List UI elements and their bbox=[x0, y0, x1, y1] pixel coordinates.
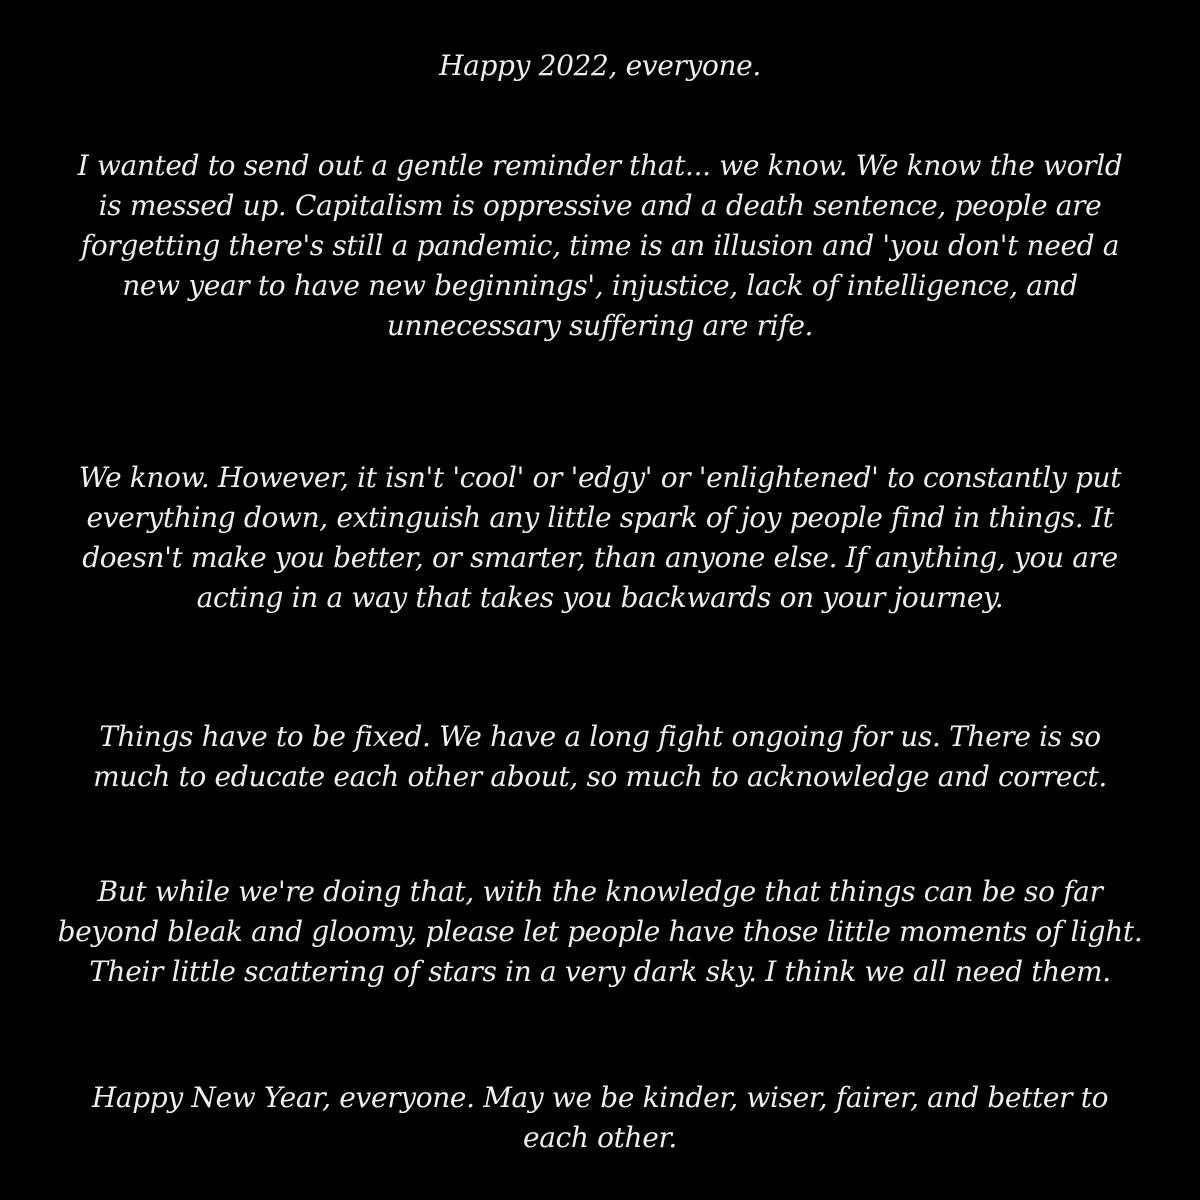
text-line: forgetting there's still a pandemic, time is an illusion and 'you don't need a bbox=[80, 229, 1120, 262]
little-moments-paragraph bbox=[0, 872, 1200, 992]
text-line: each other. bbox=[523, 1121, 677, 1154]
text-line: much to educate each other about, so much to acknowledge and correct. bbox=[93, 760, 1107, 793]
text-line: unnecessary suffering are rife. bbox=[386, 309, 814, 342]
text-line: Happy New Year, everyone. May we be kinder, wiser, fairer, and better to bbox=[91, 1081, 1109, 1114]
text-line: beyond bleak and gloomy, please let people have those little moments of light. bbox=[57, 915, 1143, 948]
reminder-paragraph bbox=[0, 146, 1200, 346]
text-line: I wanted to send out a gentle reminder that... we know. We know the world bbox=[77, 149, 1123, 182]
text-line: Things have to be fixed. We have a long fight ongoing for us. There is so bbox=[99, 720, 1101, 753]
closing-paragraph bbox=[0, 1078, 1200, 1158]
we-know-paragraph bbox=[0, 458, 1200, 618]
text-line: new year to have new beginnings', injustice, lack of intelligence, and bbox=[122, 269, 1078, 302]
text-line: Happy 2022, everyone. bbox=[439, 49, 761, 82]
things-fixed-paragraph bbox=[0, 717, 1200, 797]
text-line: doesn't make you better, or smarter, than anyone else. If anything, you are bbox=[82, 541, 1118, 574]
text-line: everything down, extinguish any little spark of joy people find in things. It bbox=[86, 501, 1114, 534]
greeting-paragraph bbox=[0, 46, 1200, 86]
text-line: acting in a way that takes you backwards on your journey. bbox=[196, 581, 1004, 614]
text-line: is messed up. Capitalism is oppressive and a death sentence, people are bbox=[98, 189, 1102, 222]
text-line: But while we're doing that, with the knowledge that things can be so far bbox=[97, 875, 1103, 908]
text-line: Their little scattering of stars in a very dark sky. I think we all need them. bbox=[89, 955, 1111, 988]
text-line: We know. However, it isn't 'cool' or 'edgy' or 'enlightened' to constantly put bbox=[78, 461, 1122, 494]
